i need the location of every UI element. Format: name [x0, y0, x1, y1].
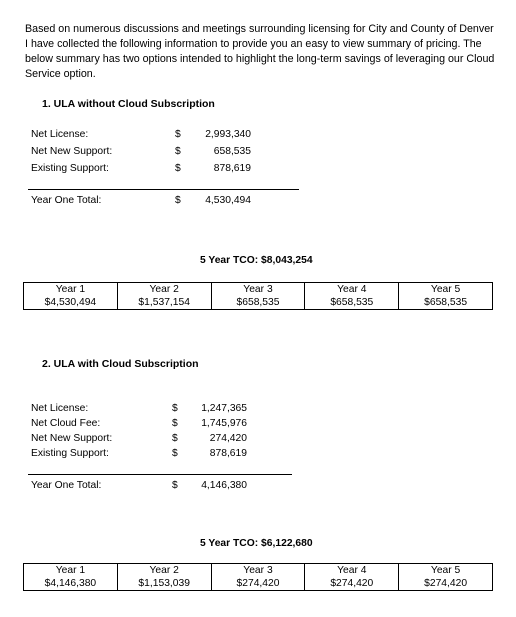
- year-cost: $658,535: [305, 296, 399, 310]
- option1-row-currency: $: [175, 129, 181, 140]
- year-cost: $4,146,380: [24, 577, 118, 591]
- option2-total-amount: 4,146,380: [201, 480, 247, 491]
- year-cost: $1,153,039: [117, 577, 211, 591]
- option2-row-label: Existing Support:: [31, 448, 109, 459]
- option1-row-label: Net New Support:: [31, 146, 113, 157]
- option2-total-label: Year One Total:: [31, 480, 102, 491]
- year-cost: $1,537,154: [117, 296, 211, 310]
- total-divider: [28, 474, 292, 475]
- year-cost: $274,420: [305, 577, 399, 591]
- option2-row-currency: $: [172, 433, 178, 444]
- year-label: Year 3: [211, 564, 305, 578]
- option2-row-currency: $: [172, 448, 178, 459]
- option2-row-label: Net Cloud Fee:: [31, 418, 101, 429]
- option2-heading: 2. ULA with Cloud Subscription: [42, 358, 199, 370]
- year-label: Year 4: [305, 564, 399, 578]
- option2-total-currency: $: [172, 480, 178, 491]
- option2-tco: 5 Year TCO: $6,122,680: [200, 538, 313, 549]
- year-cost: $4,530,494: [24, 296, 118, 310]
- year-cost: $274,420: [211, 577, 305, 591]
- option1-total-amount: 4,530,494: [205, 195, 251, 206]
- option2-row-currency: $: [172, 403, 178, 414]
- option2-row-amount: 274,420: [209, 433, 247, 444]
- year-label: Year 5: [399, 564, 493, 578]
- total-divider: [28, 189, 299, 190]
- option1-row-amount: 878,619: [213, 163, 251, 174]
- year-label: Year 2: [117, 283, 211, 297]
- year-label: Year 4: [305, 283, 399, 297]
- option2-row-label: Net License:: [31, 403, 89, 414]
- option1-years-table: [23, 282, 493, 310]
- year-cost: $658,535: [399, 296, 493, 310]
- option1-total-label: Year One Total:: [31, 195, 102, 206]
- option1-row-currency: $: [175, 163, 181, 174]
- year-cost: $658,535: [211, 296, 305, 310]
- year-label: Year 2: [117, 564, 211, 578]
- intro-paragraph: Based on numerous discussions and meetings surrounding licensing for City and County of Denver I have collected the following information to provide you an easy to view summary of pricing. The below summary has two options intended to highlight the long-term savings of leveraging our Cloud Service option.: [25, 23, 495, 80]
- option1-row-label: Existing Support:: [31, 163, 109, 174]
- option1-total-currency: $: [175, 195, 181, 206]
- year-label: Year 1: [24, 283, 118, 297]
- option1-row-amount: 658,535: [213, 146, 251, 157]
- option1-row-amount: 2,993,340: [205, 129, 251, 140]
- option1-row-label: Net License:: [31, 129, 89, 140]
- year-cost: $274,420: [399, 577, 493, 591]
- option2-row-amount: 878,619: [209, 448, 247, 459]
- option2-row-currency: $: [172, 418, 178, 429]
- year-label: Year 5: [399, 283, 493, 297]
- year-label: Year 1: [24, 564, 118, 578]
- option1-tco: 5 Year TCO: $8,043,254: [200, 255, 313, 266]
- option2-row-amount: 1,745,976: [201, 418, 247, 429]
- option2-row-label: Net New Support:: [31, 433, 113, 444]
- option1-heading: 1. ULA without Cloud Subscription: [42, 98, 215, 110]
- option2-years-table: [23, 563, 493, 591]
- option2-row-amount: 1,247,365: [201, 403, 247, 414]
- option1-row-currency: $: [175, 146, 181, 157]
- year-label: Year 3: [211, 283, 305, 297]
